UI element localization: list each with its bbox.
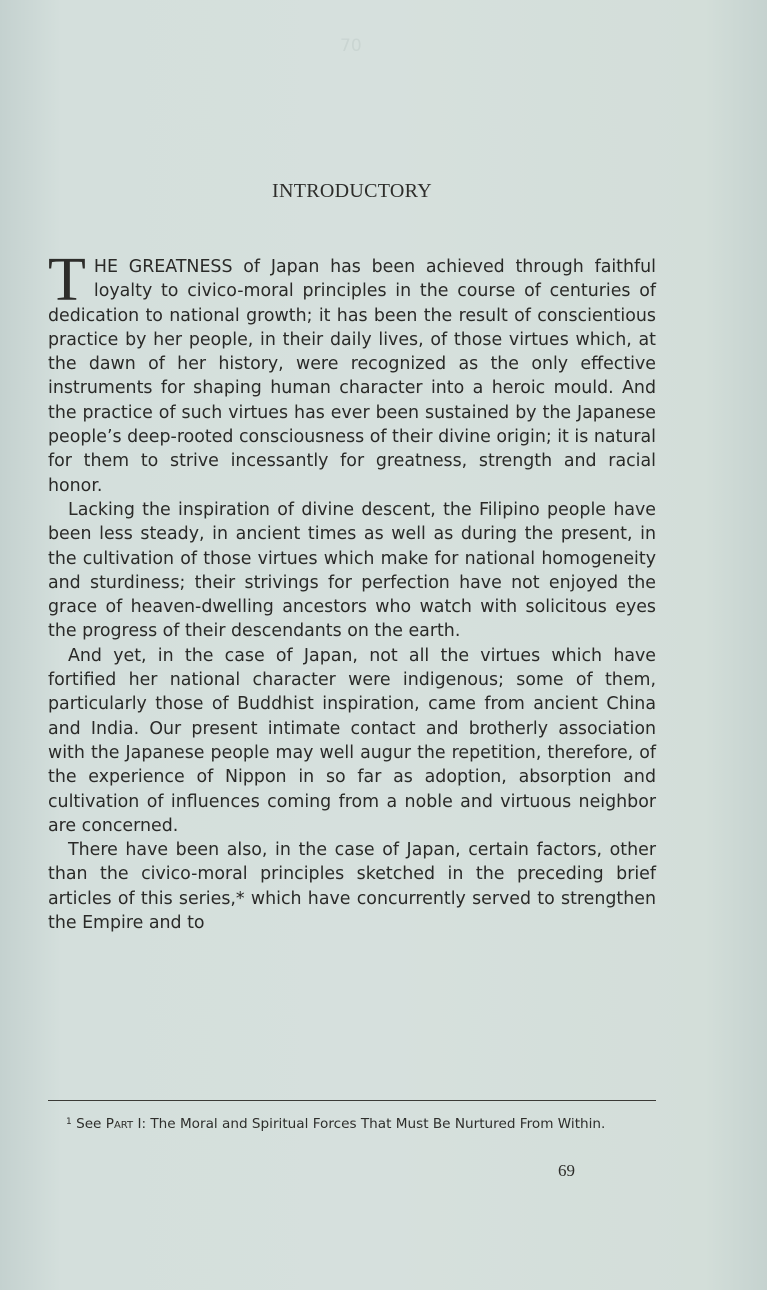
footnote-marker: 1 <box>66 1117 72 1127</box>
paragraph-1-text: HE GREATNESS of Japan has been achieved through faithful loyalty to civico-moral principles in the course of centuries of dedication to national growth; it has been the result of conscientious practice by her people, in their daily lives, of those virtues which, at the dawn of her history, were recognized as the only effective instruments for shaping human character into a heroic mould. And the practice of such virtues has ever been sustained by the Japanese people’s deep-rooted consciousness of their divine origin; it is natural for them to strive incessantly for greatness, strength and racial honor. <box>48 257 656 496</box>
body-text <box>48 246 656 935</box>
paragraph-4: There have been also, in the case of Japan, certain factors, other than the civico-moral principles sketched in the preceding brief articles of this series,* which have concurrently served to strengthen the Empire and to <box>48 840 656 934</box>
document-page <box>48 180 656 935</box>
footnote <box>48 1112 656 1137</box>
page-title: INTRODUCTORY <box>272 180 432 202</box>
footnote-divider <box>48 1100 656 1101</box>
footnote-part-label: Part I <box>105 1116 142 1132</box>
paragraph-2: Lacking the inspiration of divine descent, the Filipino people have been less steady, in ancient times as well as during the present, in the cultivation of those virtues which make for national homogeneity and sturdiness; their strivings for perfection have not enjoyed the grace of heaven-dwelling ancestors who watch with solicitous eyes the progress of their descendants on the earth. <box>48 499 656 642</box>
footnote-text: : The Moral and Spiritual Forces That Must Be Nurtured From Within. <box>141 1116 606 1132</box>
paragraph-1 <box>48 246 656 498</box>
show-through-page-number: 70 <box>340 36 362 56</box>
drop-cap: T <box>48 246 86 314</box>
paragraph-3: And yet, in the case of Japan, not all the virtues which have fortified her national character were indigenous; some of them, particularly those of Buddhist inspiration, came from ancient China and India. Our present intimate contact and brotherly association with the Japanese people may well augur the repetition, therefore, of the experience of Nippon in so far as adoption, absorption and cultivation of influences coming from a noble and virtuous neighbor are concerned. <box>48 645 656 836</box>
footnote-prefix: See <box>76 1116 102 1132</box>
page-number: 69 <box>558 1161 575 1180</box>
